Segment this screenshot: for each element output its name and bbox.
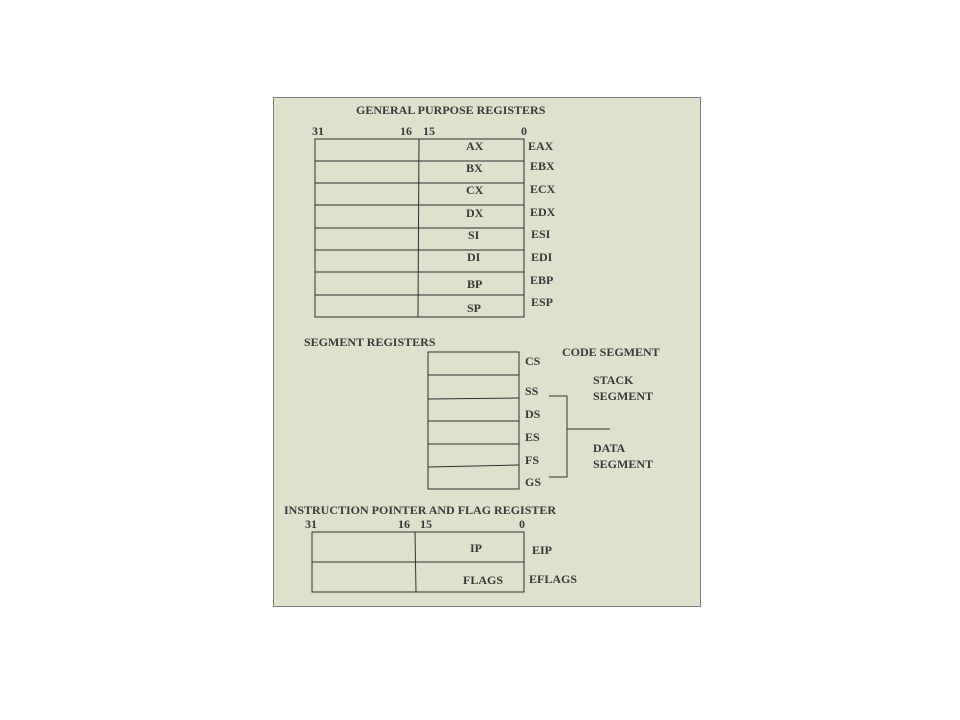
register-cs: CS — [525, 354, 541, 368]
register-ax: AX — [466, 139, 484, 153]
register-ss: SS — [525, 384, 539, 398]
register-es: ES — [525, 430, 540, 444]
register-di: DI — [467, 250, 481, 264]
register-edx: EDX — [530, 205, 556, 219]
ip-bit-0: 0 — [519, 517, 525, 531]
register-gs: GS — [525, 475, 542, 489]
register-dx: DX — [466, 206, 484, 220]
register-cx: CX — [466, 183, 484, 197]
stack-segment-label-line2: SEGMENT — [593, 389, 654, 403]
gp-bit-31: 31 — [312, 124, 324, 138]
register-eip: EIP — [532, 543, 553, 557]
segment-row-divider — [428, 465, 519, 467]
register-eax: EAX — [528, 139, 554, 153]
register-esi: ESI — [531, 227, 551, 241]
ip-bit-16: 16 — [398, 517, 410, 531]
register-fs: FS — [525, 453, 540, 467]
instruction-pointer-title: INSTRUCTION POINTER AND FLAG REGISTER — [284, 503, 557, 517]
code-segment-label: CODE SEGMENT — [562, 345, 660, 359]
register-ecx: ECX — [530, 182, 556, 196]
segment-row-divider — [428, 398, 519, 399]
gp-bit-15: 15 — [423, 124, 435, 138]
register-esp: ESP — [531, 295, 554, 309]
register-ebx: EBX — [530, 159, 555, 173]
data-segment-label-line1: DATA — [593, 441, 626, 455]
gp-bit-split-line — [418, 139, 419, 317]
data-segment-label-line2: SEGMENT — [593, 457, 654, 471]
gp-bit-0: 0 — [521, 124, 527, 138]
stack-segment-label-line1: STACK — [593, 373, 634, 387]
register-ip: IP — [470, 541, 482, 555]
register-ebp: EBP — [530, 273, 554, 287]
segment-registers-title: SEGMENT REGISTERS — [304, 335, 436, 349]
register-edi: EDI — [531, 250, 553, 264]
general-purpose-title: GENERAL PURPOSE REGISTERS — [356, 103, 546, 117]
register-bp: BP — [467, 277, 483, 291]
register-eflags: EFLAGS — [529, 572, 578, 586]
ip-bit-15: 15 — [420, 517, 432, 531]
register-flags: FLAGS — [463, 573, 504, 587]
register-si: SI — [468, 228, 480, 242]
register-sp: SP — [467, 301, 482, 315]
data-segment-bracket — [549, 396, 567, 477]
ip-bit-split-line — [415, 532, 416, 592]
register-bx: BX — [466, 161, 483, 175]
gp-bit-16: 16 — [400, 124, 412, 138]
ip-bit-31: 31 — [305, 517, 317, 531]
register-ds: DS — [525, 407, 541, 421]
